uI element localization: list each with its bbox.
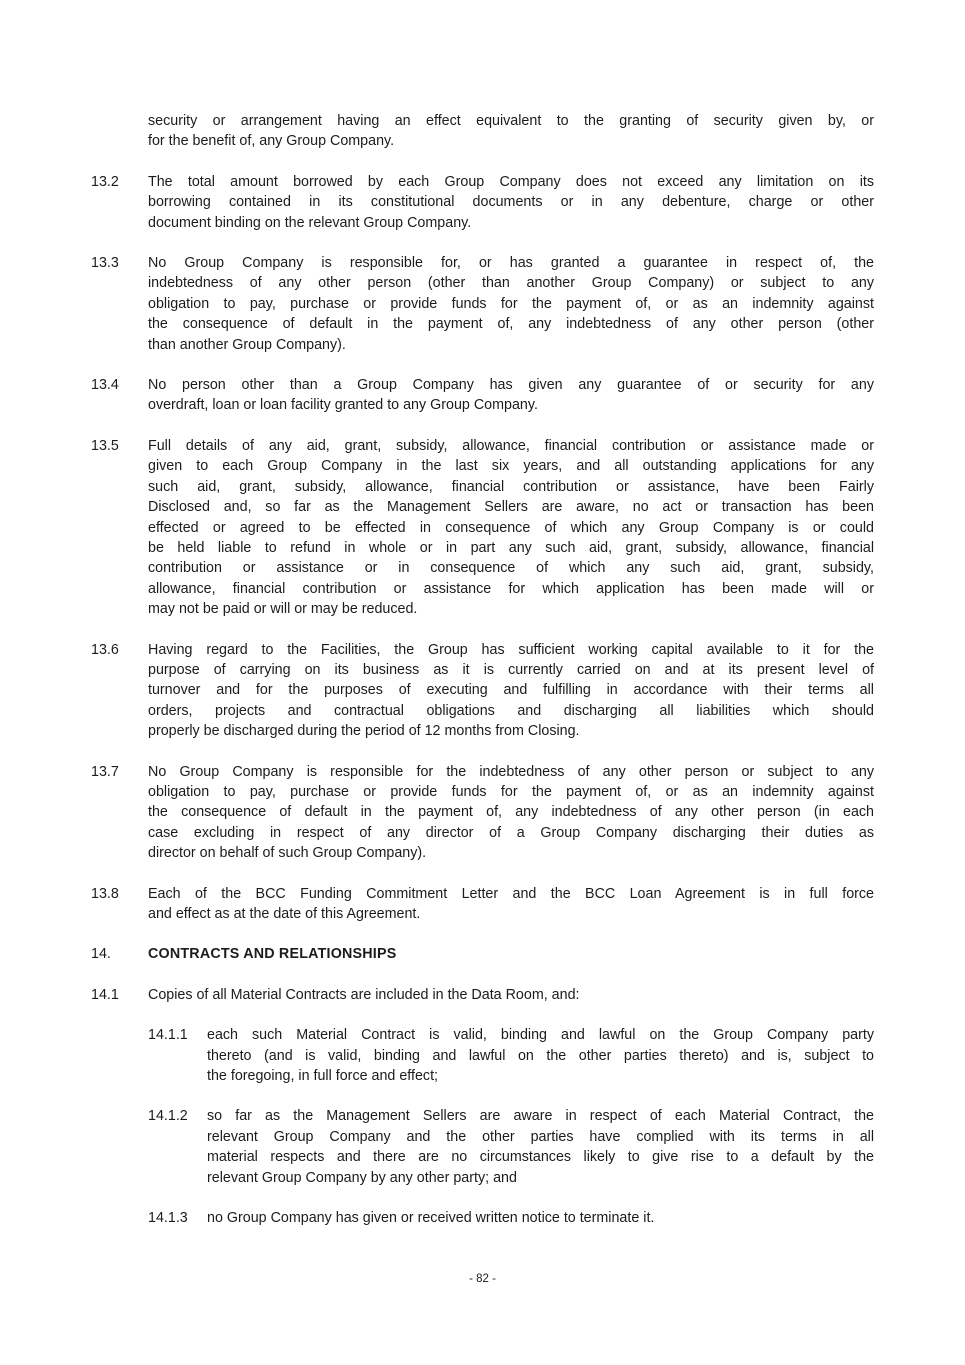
text-line: document binding on the relevant Group Company. [148,214,472,231]
text-line: Disclosed and, so far as the Management Sellers are aware, no act or transaction has been [148,499,874,516]
clause-text [148,253,874,355]
clause-number: 13.6 [91,641,119,658]
text-line: contribution or assistance or in consequence of which any such aid, grant, subsidy, [148,560,874,577]
text-line: properly be discharged during the period of 12 months from Closing. [148,723,580,740]
clause-text [148,436,874,620]
clause-text [148,111,874,152]
clause-number: 13.5 [91,437,119,454]
text-line: than another Group Company). [148,336,346,353]
text-line: and effect as at the date of this Agreement. [148,906,421,922]
clause-13-6 [91,640,874,742]
text-line: the consequence of default in the payment of, any indebtedness of any other person (in each [148,804,874,821]
text-line: allowance, financial contribution or assistance for which application has been made will or [148,580,874,597]
text-line: material respects and there are no circumstances likely to give rise to a default by the [207,1149,874,1166]
clause-text [148,375,874,416]
text-line: No person other than a Group Company has given any guarantee of or security for any [148,377,874,394]
text-line: the consequence of default in the payment of, any indebtedness of any other person (other [148,316,874,333]
clause-text [207,1106,874,1188]
clause-13-7 [91,762,874,864]
clause-number [91,111,148,152]
text-line: no Group Company has given or received written notice to terminate it. [207,1210,655,1227]
clause-number: 13.7 [91,763,119,780]
text-line: so far as the Management Sellers are aware in respect of each Material Contract, the [207,1108,874,1125]
text-line: given to each Group Company in the last six years, and all outstanding applications for any [148,458,874,475]
text-line: for the benefit of, any Group Company. [148,133,395,150]
text-line: such aid, grant, subsidy, allowance, financial contribution or assistance, have been Fairly [148,478,874,495]
clause-text [148,985,874,1005]
text-line: director on behalf of such Group Company). [148,845,427,862]
text-line: Each of the BCC Funding Commitment Letter and the BCC Loan Agreement is in full force [148,885,874,902]
text-line: turnover and for the purposes of executing and fulfilling in accordance with their terms all [148,682,874,699]
text-line: thereto (and is valid, binding and lawful on the other parties thereto) and is, subject to [207,1047,874,1064]
text-line: may not be paid or will or may be reduced. [148,601,418,618]
clause-14-1-1 [148,1025,874,1086]
clause-14 [91,944,874,964]
clause-number: 13.2 [91,173,119,190]
clause-number: 14.1.2 [148,1108,188,1125]
clause-13-5 [91,436,874,620]
clause-13-8 [91,884,874,925]
clause-text [148,884,874,925]
text-line: Copies of all Material Contracts are included in the Data Room, and: [148,986,580,1003]
text-line: The total amount borrowed by each Group Company does not exceed any limitation on its [148,173,874,190]
clause-number: 13.8 [91,885,119,902]
text-line: the foregoing, in full force and effect; [207,1068,439,1085]
clause-number: 13.4 [91,377,119,394]
text-line: Having regard to the Facilities, the Group has sufficient working capital available to it for the [148,641,874,658]
text-line: effected or agreed to be effected in consequence of which any Group Company is or could [148,519,874,536]
clause-continuation [91,111,874,152]
page-number: - 82 - [469,1273,496,1285]
text-line: No Group Company is responsible for, or has granted a guarantee in respect of, the [148,255,874,272]
text-line: borrowing contained in its constitutional documents or in any debenture, charge or other [148,194,874,211]
text-line: Full details of any aid, grant, subsidy, allowance, financial contribution or assistance made or [148,437,874,454]
clause-text [148,944,874,964]
text-line: orders, projects and contractual obligations and discharging all liabilities which should [148,702,874,719]
clause-number: 14.1.1 [148,1027,188,1044]
clause-14-1 [91,985,874,1005]
clause-text [148,640,874,742]
clause-text [148,762,874,864]
text-line: security or arrangement having an effect equivalent to the granting of security given by, or [148,113,874,129]
text-line: relevant Group Company by any other party; and [207,1169,517,1186]
text-line: overdraft, loan or loan facility granted to any Group Company. [148,397,538,414]
text-line: each such Material Contract is valid, binding and lawful on the Group Company party [207,1027,874,1044]
page-footer [0,1272,965,1287]
clause-number: 14.1.3 [148,1210,188,1227]
clause-text [207,1208,874,1228]
clause-text [148,172,874,233]
clause-text [207,1025,874,1086]
text-line: indebtedness of any other person (other than another Group Company) or subject to any [148,275,874,292]
clause-13-3 [91,253,874,355]
text-line: be held liable to refund in whole or in part any such aid, grant, subsidy, allowance, financial [148,539,874,556]
clause-number: 13.3 [91,255,119,272]
text-line: purpose of carrying on its business as it is currently carried on and at its present level of [148,661,874,678]
clause-13-2 [91,172,874,233]
text-line: case excluding in respect of any director of a Group Company discharging their duties as [148,824,874,841]
text-line: CONTRACTS AND RELATIONSHIPS [148,946,397,963]
clause-13-4 [91,375,874,416]
clause-14-1-3 [148,1208,874,1228]
text-line: relevant Group Company and the other parties have complied with its terms in all [207,1128,874,1145]
text-line: obligation to pay, purchase or provide funds for the payment of, or as an indemnity against [148,783,874,800]
text-line: No Group Company is responsible for the indebtedness of any other person or subject to any [148,763,874,780]
text-line: obligation to pay, purchase or provide funds for the payment of, or as an indemnity against [148,295,874,312]
clause-number: 14. [91,946,111,963]
clauses-container [91,111,874,1228]
clause-14-1-2 [148,1106,874,1188]
clause-number: 14.1 [91,986,119,1003]
